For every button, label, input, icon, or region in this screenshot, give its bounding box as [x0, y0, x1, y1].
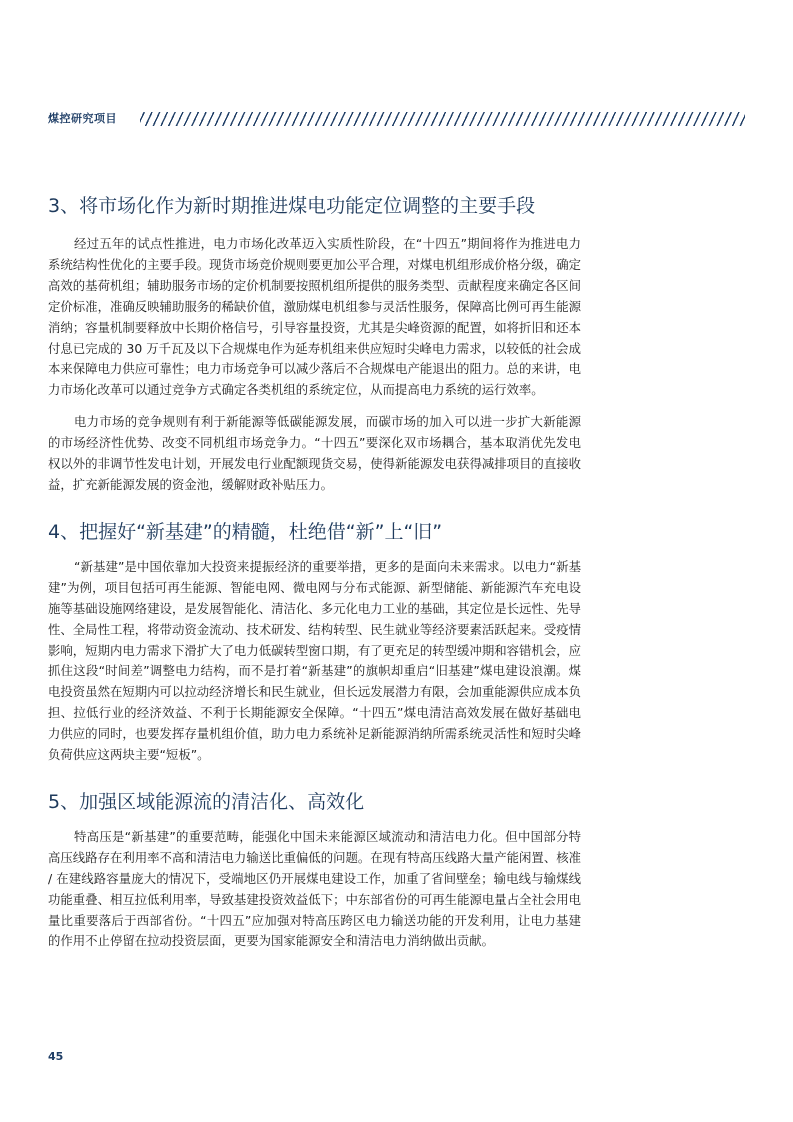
section-heading: 4、把握好“新基建”的精髓，杜绝借“新”上“旧” [48, 520, 443, 543]
page-number: 45 [48, 1050, 64, 1063]
paragraph: 电力市场的竞争规则有利于新能源等低碳能源发展，而碳市场的加入可以进一步扩大新能源的市场经济性优势、改变不同机组市场竞争力。“十四五”要深化双市场耦合，基本取消优先发电权以外的非调节性发电计划，开展发电行业配额现货交易，使得新能源发电获得减排项目的直接收益，扩充新能源发展的资金池，缓解财政补贴压力。 [48, 414, 581, 492]
section-5 [48, 786, 581, 952]
running-header [48, 111, 745, 127]
header-title: 煤控研究项目 [48, 112, 117, 125]
paragraph: 特高压是“新基建”的重要范畴，能强化中国未来能源区域流动和清洁电力化。但中国部分特高压线路存在利用率不高和清洁电力输送比重偏低的问题。在现有特高压线路大量产能闲置、核准 / 在建线路容量庞大的情况下，受端地区仍开展煤电建设工作，加重了省间壁垒；输电线与输煤线功能重叠、相互拉低利用率，导致基建投资效益低下；中东部省份的可再生能源电量占全社会用电量比重要落后于西部省份。“十四五”应加强对特高压跨区电力输送功能的开发利用，让电力基建的作用不止停留在拉动投资层面，更要为国家能源安全和清洁电力消纳做出贡献。 [48, 828, 581, 949]
paragraph: “新基建”是中国依靠加大投资来提振经济的重要举措，更多的是面向未来需求。以电力“新基建”为例，项目包括可再生能源、智能电网、微电网与分布式能源、新型储能、新能源汽车充电设施等基础设施网络建设，是发展智能化、清洁化、多元化电力工业的基础，其定位是长远性、先导性、全局性工程，将带动资金流动、技术研发、结构转型、民生就业等经济要素活跃起来。受疫情影响，短期内电力需求下滑扩大了电力低碳转型窗口期，有了更充足的转型缓冲期和容错机会，应抓住这段“时间差”调整电力结构，而不是打着“新基建”的旗帜却重启“旧基建”煤电建设浪潮。煤电投资虽然在短期内可以拉动经济增长和民生就业，但长远发展潜力有限，会加重能源供应成本负担、拉低行业的经济效益、不利于长期能源安全保障。“十四五”煤电清洁高效发展在做好基础电力供应的同时，也要发挥存量机组价值，助力电力系统补足新能源消纳所需系统灵活性和短时尖峰负荷供应这两块主要“短板”。 [48, 558, 581, 763]
section-heading: 5、加强区域能源流的清洁化、高效化 [48, 790, 365, 813]
section-heading: 3、将市场化作为新时期推进煤电功能定位调整的主要手段 [48, 195, 536, 217]
header-hatch-decoration [140, 112, 745, 126]
paragraph: 经过五年的试点性推进，电力市场化改革迈入实质性阶段，在“十四五”期间将作为推进电力系统结构性优化的主要手段。现货市场竞价规则要更加公平合理，对煤电机组形成价格分级，确定高效的基荷机组；辅助服务市场的定价机制要按照机组所提供的服务类型、贡献程度来确定各区间定价标准，准确反映辅助服务的稀缺价值，激励煤电机组参与灵活性服务，保障高比例可再生能源消纳；容量机制要释放中长期价格信号，引导容量投资，尤其是尖峰资源的配置，如将折旧和还本付息已完成的 30 万千瓦及以下合规煤电作为延寿机组来供应短时尖峰电力需求，以较低的社会成本来保障电力供应可靠性；电力市场竞争可以减少落后不合规煤电产能退出的阻力。总的来讲，电力市场化改革可以通过竞争方式确定各类机组的系统定位，从而提高电力系统的运行效率。 [48, 236, 581, 398]
page-content [48, 190, 581, 952]
section-4 [48, 516, 581, 766]
section-3 [48, 190, 581, 496]
